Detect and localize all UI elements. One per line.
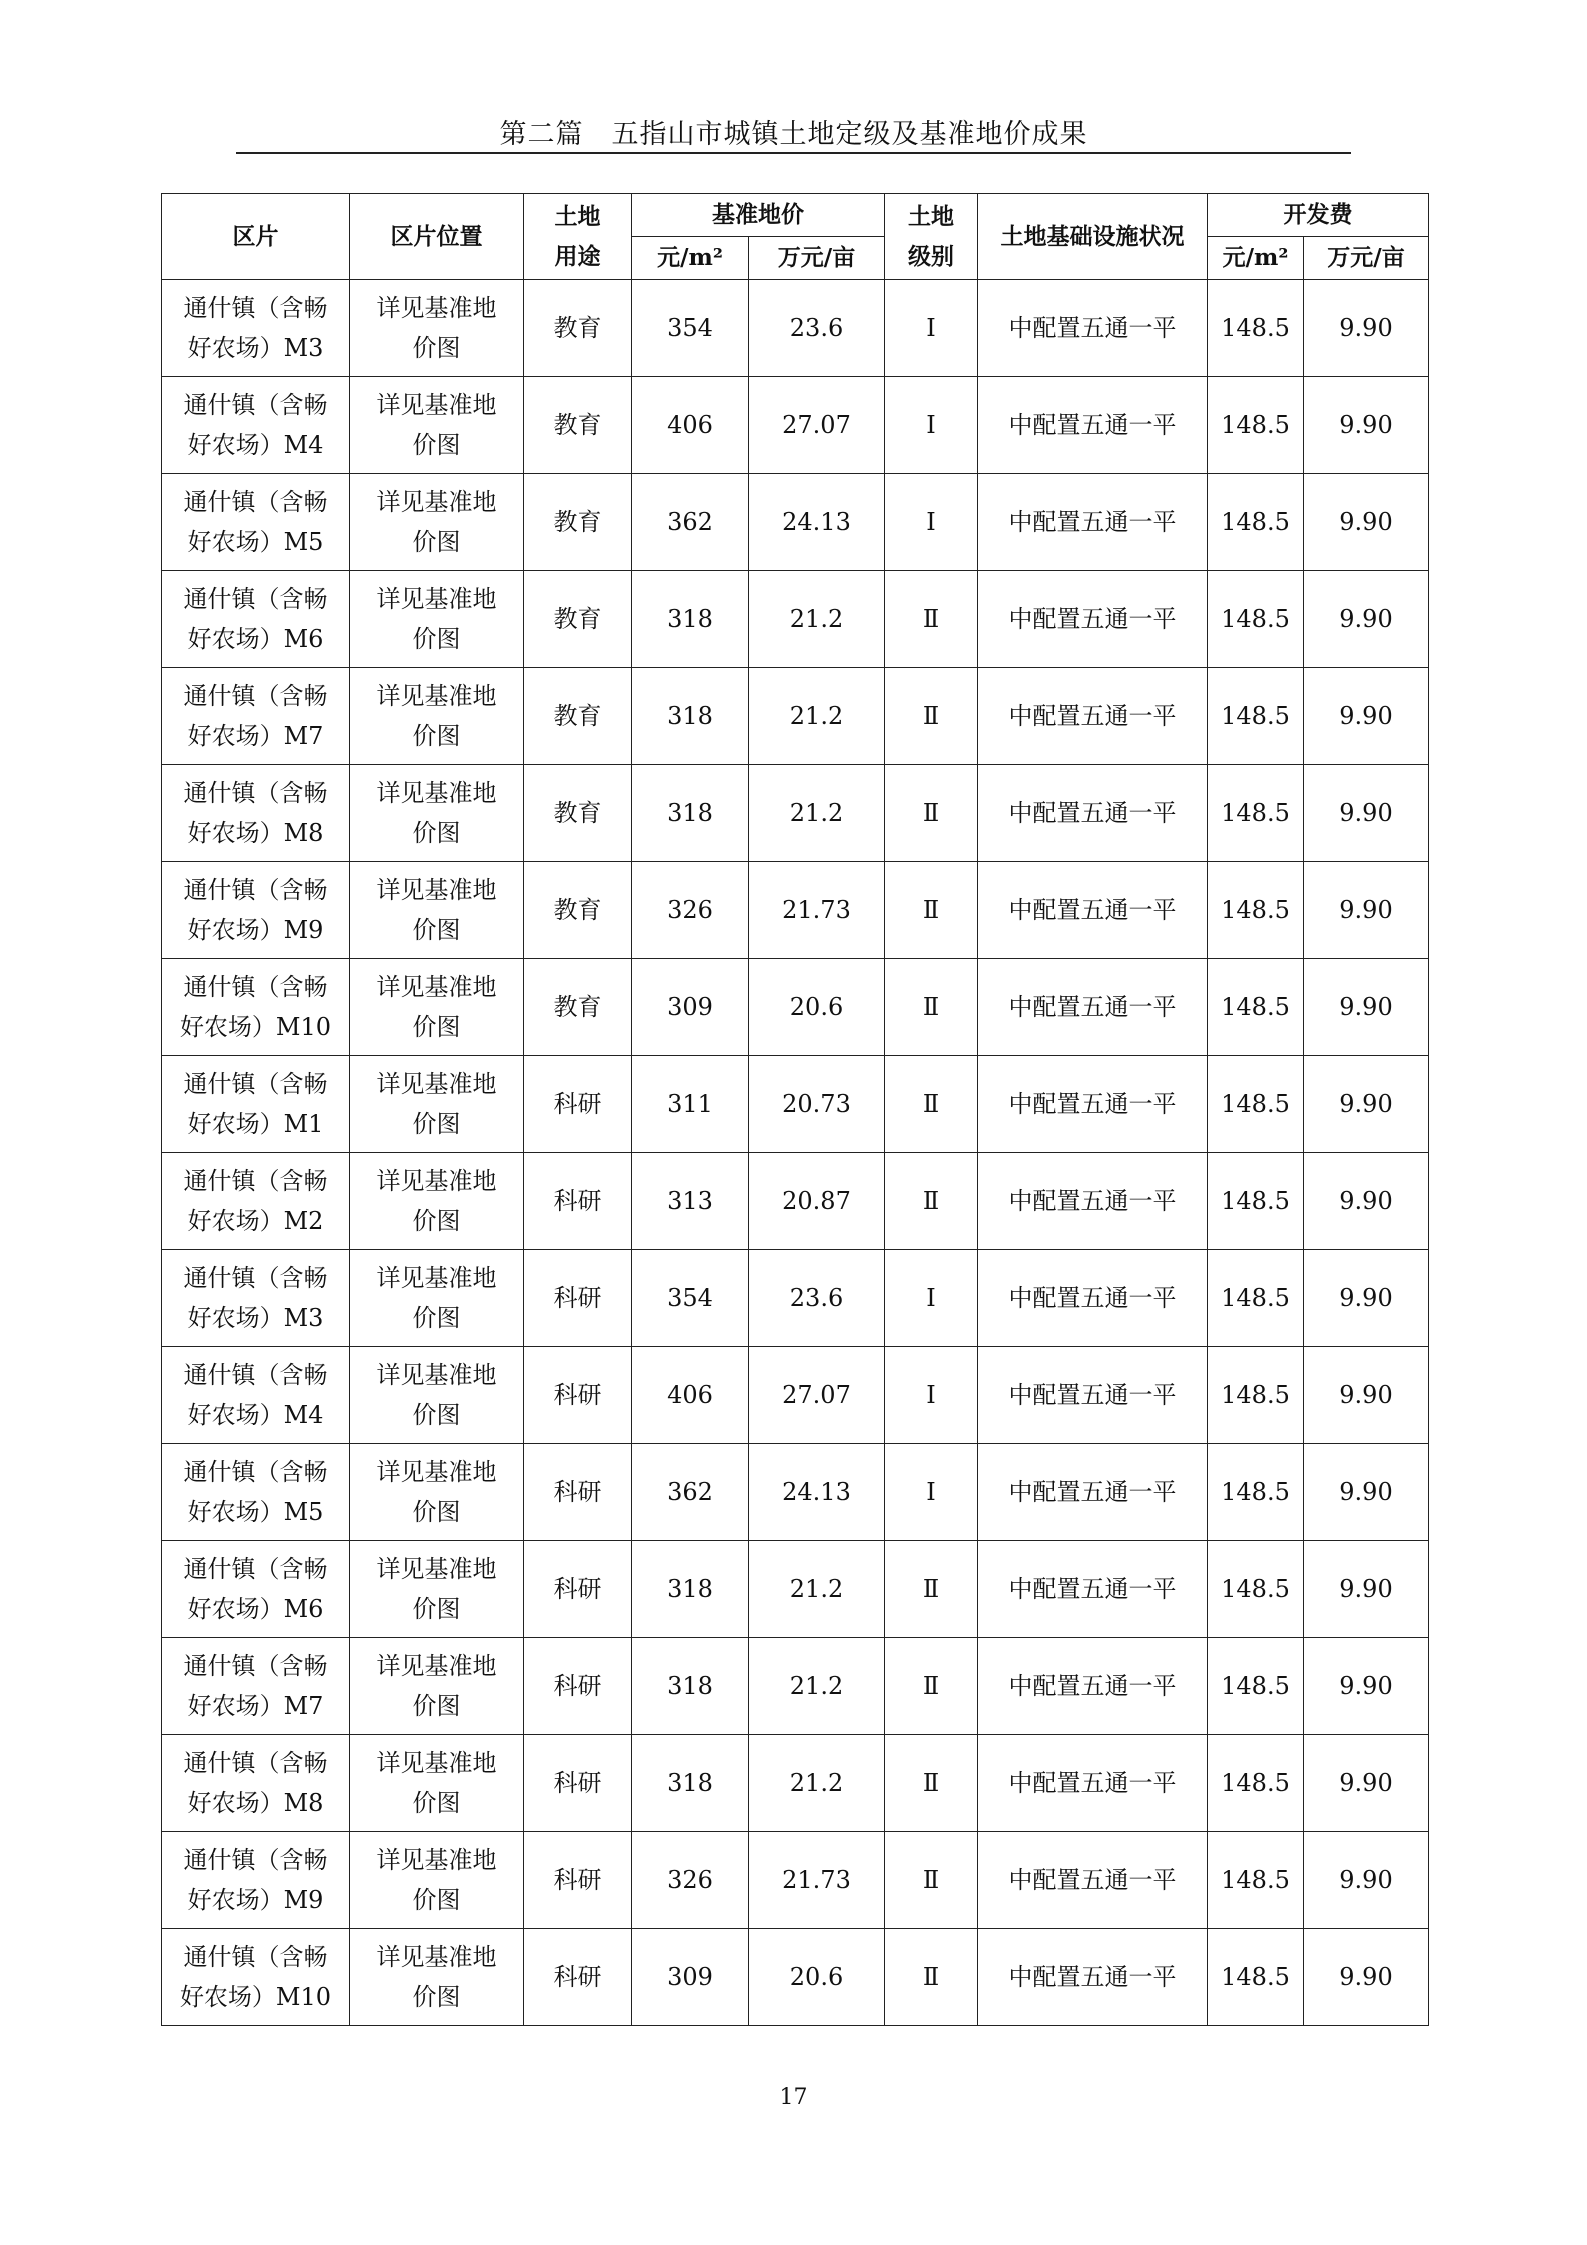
- area-line: 好农场）M4: [187, 431, 324, 459]
- location-line: 详见基准地: [376, 1070, 497, 1098]
- cell-location: [350, 1153, 524, 1250]
- cell-area: [162, 1444, 350, 1541]
- cell-price-m2: 318: [632, 1638, 749, 1735]
- location-line: 价图: [412, 625, 461, 653]
- cell-fee-m2: 148.5: [1208, 1929, 1304, 2026]
- cell-fee-m2: 148.5: [1208, 571, 1304, 668]
- cell-fee-m2: 148.5: [1208, 1735, 1304, 1832]
- area-line: 好农场）M3: [187, 1304, 324, 1332]
- cell-area: [162, 1638, 350, 1735]
- header-land-use: 土地用途: [524, 194, 632, 280]
- cell-fee-m2: 148.5: [1208, 1056, 1304, 1153]
- cell-grade: Ⅰ: [885, 377, 978, 474]
- cell-infrastructure: 中配置五通一平: [978, 571, 1208, 668]
- cell-fee-mu: 9.90: [1304, 959, 1429, 1056]
- location-line: 价图: [412, 1595, 461, 1623]
- location-line: 价图: [412, 819, 461, 847]
- cell-price-m2: 354: [632, 1250, 749, 1347]
- cell-fee-mu: 9.90: [1304, 765, 1429, 862]
- table-row: [162, 474, 1429, 571]
- location-line: 详见基准地: [376, 1846, 497, 1874]
- cell-fee-m2: 148.5: [1208, 1444, 1304, 1541]
- cell-location: [350, 1929, 524, 2026]
- location-line: 价图: [412, 916, 461, 944]
- cell-infrastructure: 中配置五通一平: [978, 668, 1208, 765]
- area-line: 好农场）M4: [187, 1401, 324, 1429]
- header-dev-fee: 开发费: [1208, 194, 1429, 237]
- area-line: 好农场）M6: [187, 625, 324, 653]
- cell-land-use: 科研: [524, 1056, 632, 1153]
- area-line: 通什镇（含畅: [183, 973, 328, 1001]
- location-line: 详见基准地: [376, 1943, 497, 1971]
- cell-price-mu: 27.07: [749, 1347, 885, 1444]
- location-line: 详见基准地: [376, 1555, 497, 1583]
- cell-grade: Ⅱ: [885, 959, 978, 1056]
- cell-price-m2: 406: [632, 377, 749, 474]
- cell-fee-m2: 148.5: [1208, 959, 1304, 1056]
- header-area: 区片: [162, 194, 350, 280]
- cell-infrastructure: 中配置五通一平: [978, 280, 1208, 377]
- cell-land-use: 教育: [524, 959, 632, 1056]
- cell-infrastructure: 中配置五通一平: [978, 1832, 1208, 1929]
- cell-area: [162, 1929, 350, 2026]
- area-line: 好农场）M10: [179, 1983, 332, 2011]
- cell-land-use: 科研: [524, 1638, 632, 1735]
- cell-land-use: 科研: [524, 1832, 632, 1929]
- cell-fee-mu: 9.90: [1304, 1153, 1429, 1250]
- cell-area: [162, 474, 350, 571]
- cell-fee-mu: 9.90: [1304, 377, 1429, 474]
- cell-location: [350, 1250, 524, 1347]
- area-line: 通什镇（含畅: [183, 1361, 328, 1389]
- location-line: 价图: [412, 1789, 461, 1817]
- header-infrastructure: 土地基础设施状况: [978, 194, 1208, 280]
- cell-fee-mu: 9.90: [1304, 1832, 1429, 1929]
- cell-price-mu: 21.2: [749, 668, 885, 765]
- cell-infrastructure: 中配置五通一平: [978, 1444, 1208, 1541]
- cell-fee-m2: 148.5: [1208, 1832, 1304, 1929]
- cell-infrastructure: 中配置五通一平: [978, 1638, 1208, 1735]
- cell-area: [162, 1735, 350, 1832]
- location-line: 价图: [412, 1207, 461, 1235]
- cell-grade: Ⅱ: [885, 1735, 978, 1832]
- cell-price-m2: 406: [632, 1347, 749, 1444]
- cell-fee-m2: 148.5: [1208, 1541, 1304, 1638]
- table-row: [162, 1541, 1429, 1638]
- area-line: 通什镇（含畅: [183, 1846, 328, 1874]
- area-line: 好农场）M9: [187, 1886, 324, 1914]
- cell-fee-m2: 148.5: [1208, 377, 1304, 474]
- location-line: 价图: [412, 1304, 461, 1332]
- cell-price-m2: 311: [632, 1056, 749, 1153]
- table-row: [162, 668, 1429, 765]
- cell-location: [350, 959, 524, 1056]
- cell-fee-m2: 148.5: [1208, 474, 1304, 571]
- cell-price-m2: 313: [632, 1153, 749, 1250]
- cell-price-m2: 362: [632, 474, 749, 571]
- location-line: 详见基准地: [376, 1264, 497, 1292]
- table-row: [162, 1250, 1429, 1347]
- cell-grade: Ⅱ: [885, 1541, 978, 1638]
- cell-land-use: 教育: [524, 668, 632, 765]
- cell-area: [162, 959, 350, 1056]
- location-line: 详见基准地: [376, 779, 497, 807]
- cell-fee-mu: 9.90: [1304, 1929, 1429, 2026]
- cell-infrastructure: 中配置五通一平: [978, 377, 1208, 474]
- cell-grade: Ⅱ: [885, 1929, 978, 2026]
- cell-fee-m2: 148.5: [1208, 280, 1304, 377]
- cell-infrastructure: 中配置五通一平: [978, 959, 1208, 1056]
- area-line: 通什镇（含畅: [183, 488, 328, 516]
- area-line: 好农场）M5: [187, 1498, 324, 1526]
- location-line: 详见基准地: [376, 294, 497, 322]
- cell-location: [350, 1541, 524, 1638]
- cell-fee-mu: 9.90: [1304, 1444, 1429, 1541]
- cell-infrastructure: 中配置五通一平: [978, 474, 1208, 571]
- table-row: [162, 280, 1429, 377]
- cell-grade: Ⅰ: [885, 1347, 978, 1444]
- table-row: [162, 1153, 1429, 1250]
- cell-fee-mu: 9.90: [1304, 1638, 1429, 1735]
- area-line: 通什镇（含畅: [183, 1458, 328, 1486]
- cell-location: [350, 1735, 524, 1832]
- area-line: 通什镇（含畅: [183, 1167, 328, 1195]
- cell-location: [350, 1638, 524, 1735]
- cell-land-use: 教育: [524, 765, 632, 862]
- cell-fee-mu: 9.90: [1304, 862, 1429, 959]
- cell-location: [350, 1444, 524, 1541]
- location-line: 价图: [412, 1013, 461, 1041]
- cell-infrastructure: 中配置五通一平: [978, 1250, 1208, 1347]
- area-line: 好农场）M5: [187, 528, 324, 556]
- cell-fee-mu: 9.90: [1304, 1735, 1429, 1832]
- header-base-price: 基准地价: [632, 194, 885, 237]
- cell-price-mu: 21.2: [749, 1638, 885, 1735]
- cell-price-mu: 21.2: [749, 571, 885, 668]
- cell-area: [162, 1541, 350, 1638]
- area-line: 通什镇（含畅: [183, 1652, 328, 1680]
- cell-area: [162, 1250, 350, 1347]
- page-header-title: 第二篇 五指山市城镇土地定级及基准地价成果: [499, 119, 1088, 150]
- table-row: [162, 765, 1429, 862]
- cell-land-use: 教育: [524, 571, 632, 668]
- location-line: 详见基准地: [376, 973, 497, 1001]
- cell-fee-m2: 148.5: [1208, 1153, 1304, 1250]
- cell-price-mu: 20.73: [749, 1056, 885, 1153]
- location-line: 价图: [412, 431, 461, 459]
- cell-fee-mu: 9.90: [1304, 668, 1429, 765]
- table-row: [162, 1735, 1429, 1832]
- area-line: 通什镇（含畅: [183, 391, 328, 419]
- area-line: 好农场）M10: [179, 1013, 332, 1041]
- cell-location: [350, 474, 524, 571]
- table-row: [162, 959, 1429, 1056]
- cell-fee-mu: 9.90: [1304, 474, 1429, 571]
- cell-location: [350, 765, 524, 862]
- cell-infrastructure: 中配置五通一平: [978, 1056, 1208, 1153]
- header-fee-unit-mu: 万元/亩: [1304, 237, 1429, 280]
- area-line: 好农场）M2: [187, 1207, 324, 1235]
- area-line: 好农场）M7: [187, 722, 324, 750]
- table-row: [162, 1832, 1429, 1929]
- location-line: 价图: [412, 1983, 461, 2011]
- area-line: 通什镇（含畅: [183, 1749, 328, 1777]
- location-line: 详见基准地: [376, 1652, 497, 1680]
- location-line: 价图: [412, 1401, 461, 1429]
- cell-price-m2: 318: [632, 571, 749, 668]
- location-line: 详见基准地: [376, 585, 497, 613]
- header-grade: 土地级别: [885, 194, 978, 280]
- cell-grade: Ⅱ: [885, 1638, 978, 1735]
- cell-land-use: 科研: [524, 1541, 632, 1638]
- area-line: 通什镇（含畅: [183, 1555, 328, 1583]
- land-price-table: [161, 193, 1429, 2026]
- table-row: [162, 862, 1429, 959]
- cell-infrastructure: 中配置五通一平: [978, 1735, 1208, 1832]
- cell-land-use: 科研: [524, 1153, 632, 1250]
- cell-grade: Ⅰ: [885, 474, 978, 571]
- location-line: 详见基准地: [376, 1749, 497, 1777]
- cell-land-use: 教育: [524, 377, 632, 474]
- cell-location: [350, 377, 524, 474]
- cell-land-use: 科研: [524, 1347, 632, 1444]
- page-number: 17: [779, 2085, 808, 2110]
- cell-area: [162, 571, 350, 668]
- cell-land-use: 科研: [524, 1735, 632, 1832]
- table-row: [162, 1638, 1429, 1735]
- cell-price-m2: 326: [632, 1832, 749, 1929]
- cell-price-m2: 318: [632, 1735, 749, 1832]
- area-line: 通什镇（含畅: [183, 1070, 328, 1098]
- location-line: 详见基准地: [376, 682, 497, 710]
- cell-area: [162, 377, 350, 474]
- table-header-row: [162, 194, 1429, 237]
- cell-location: [350, 668, 524, 765]
- cell-infrastructure: 中配置五通一平: [978, 1153, 1208, 1250]
- location-line: 详见基准地: [376, 1458, 497, 1486]
- location-line: 价图: [412, 1498, 461, 1526]
- cell-location: [350, 1832, 524, 1929]
- cell-fee-m2: 148.5: [1208, 1638, 1304, 1735]
- cell-fee-m2: 148.5: [1208, 1250, 1304, 1347]
- cell-area: [162, 1347, 350, 1444]
- cell-price-m2: 318: [632, 765, 749, 862]
- cell-grade: Ⅱ: [885, 1832, 978, 1929]
- header-price-unit-mu: 万元/亩: [749, 237, 885, 280]
- area-line: 通什镇（含畅: [183, 876, 328, 904]
- table-body: [162, 280, 1429, 2026]
- cell-grade: Ⅱ: [885, 765, 978, 862]
- cell-location: [350, 280, 524, 377]
- location-line: 详见基准地: [376, 488, 497, 516]
- cell-area: [162, 1832, 350, 1929]
- cell-price-mu: 23.6: [749, 280, 885, 377]
- area-line: 好农场）M7: [187, 1692, 324, 1720]
- cell-area: [162, 862, 350, 959]
- table-row: [162, 1056, 1429, 1153]
- cell-area: [162, 280, 350, 377]
- location-line: 价图: [412, 528, 461, 556]
- area-line: 通什镇（含畅: [183, 1943, 328, 1971]
- header-fee-unit-m2: 元/m²: [1208, 237, 1304, 280]
- cell-grade: Ⅱ: [885, 668, 978, 765]
- table-row: [162, 571, 1429, 668]
- location-line: 详见基准地: [376, 1361, 497, 1389]
- cell-price-mu: 27.07: [749, 377, 885, 474]
- cell-grade: Ⅱ: [885, 1056, 978, 1153]
- cell-price-m2: 326: [632, 862, 749, 959]
- cell-fee-mu: 9.90: [1304, 1250, 1429, 1347]
- cell-price-mu: 21.2: [749, 1541, 885, 1638]
- cell-fee-m2: 148.5: [1208, 668, 1304, 765]
- cell-grade: Ⅰ: [885, 1444, 978, 1541]
- cell-price-m2: 309: [632, 959, 749, 1056]
- location-line: 详见基准地: [376, 876, 497, 904]
- cell-price-m2: 362: [632, 1444, 749, 1541]
- location-line: 价图: [412, 1692, 461, 1720]
- cell-price-mu: 20.6: [749, 959, 885, 1056]
- location-line: 价图: [412, 1110, 461, 1138]
- cell-area: [162, 668, 350, 765]
- cell-area: [162, 1153, 350, 1250]
- cell-grade: Ⅱ: [885, 571, 978, 668]
- cell-price-m2: 309: [632, 1929, 749, 2026]
- cell-price-mu: 21.2: [749, 1735, 885, 1832]
- cell-land-use: 科研: [524, 1444, 632, 1541]
- cell-grade: Ⅰ: [885, 280, 978, 377]
- cell-fee-m2: 148.5: [1208, 862, 1304, 959]
- cell-price-mu: 23.6: [749, 1250, 885, 1347]
- cell-grade: Ⅱ: [885, 1153, 978, 1250]
- area-line: 好农场）M1: [187, 1110, 324, 1138]
- cell-price-mu: 21.73: [749, 1832, 885, 1929]
- cell-infrastructure: 中配置五通一平: [978, 1347, 1208, 1444]
- cell-price-mu: 20.6: [749, 1929, 885, 2026]
- area-line: 好农场）M8: [187, 1789, 324, 1817]
- area-line: 通什镇（含畅: [183, 294, 328, 322]
- location-line: 价图: [412, 1886, 461, 1914]
- cell-location: [350, 1056, 524, 1153]
- cell-fee-mu: 9.90: [1304, 280, 1429, 377]
- cell-land-use: 教育: [524, 474, 632, 571]
- cell-price-mu: 21.2: [749, 765, 885, 862]
- header-price-unit-m2: 元/m²: [632, 237, 749, 280]
- cell-fee-mu: 9.90: [1304, 1541, 1429, 1638]
- cell-fee-mu: 9.90: [1304, 1347, 1429, 1444]
- cell-area: [162, 1056, 350, 1153]
- cell-price-mu: 24.13: [749, 1444, 885, 1541]
- table-row: [162, 1444, 1429, 1541]
- area-line: 好农场）M3: [187, 334, 324, 362]
- area-line: 好农场）M9: [187, 916, 324, 944]
- cell-price-mu: 21.73: [749, 862, 885, 959]
- cell-price-mu: 24.13: [749, 474, 885, 571]
- area-line: 好农场）M6: [187, 1595, 324, 1623]
- header-location: 区片位置: [350, 194, 524, 280]
- cell-land-use: 科研: [524, 1929, 632, 2026]
- cell-land-use: 教育: [524, 280, 632, 377]
- cell-location: [350, 862, 524, 959]
- table-row: [162, 1929, 1429, 2026]
- cell-grade: Ⅰ: [885, 1250, 978, 1347]
- cell-infrastructure: 中配置五通一平: [978, 1541, 1208, 1638]
- cell-location: [350, 1347, 524, 1444]
- area-line: 通什镇（含畅: [183, 585, 328, 613]
- table-row: [162, 377, 1429, 474]
- cell-area: [162, 765, 350, 862]
- cell-price-mu: 20.87: [749, 1153, 885, 1250]
- table-row: [162, 1347, 1429, 1444]
- area-line: 好农场）M8: [187, 819, 324, 847]
- location-line: 详见基准地: [376, 1167, 497, 1195]
- cell-price-m2: 354: [632, 280, 749, 377]
- area-line: 通什镇（含畅: [183, 1264, 328, 1292]
- cell-infrastructure: 中配置五通一平: [978, 1929, 1208, 2026]
- cell-price-m2: 318: [632, 668, 749, 765]
- area-line: 通什镇（含畅: [183, 682, 328, 710]
- cell-fee-m2: 148.5: [1208, 765, 1304, 862]
- cell-land-use: 教育: [524, 862, 632, 959]
- cell-infrastructure: 中配置五通一平: [978, 862, 1208, 959]
- cell-grade: Ⅱ: [885, 862, 978, 959]
- cell-location: [350, 571, 524, 668]
- cell-fee-m2: 148.5: [1208, 1347, 1304, 1444]
- cell-fee-mu: 9.90: [1304, 1056, 1429, 1153]
- cell-price-m2: 318: [632, 1541, 749, 1638]
- cell-infrastructure: 中配置五通一平: [978, 765, 1208, 862]
- cell-fee-mu: 9.90: [1304, 571, 1429, 668]
- cell-land-use: 科研: [524, 1250, 632, 1347]
- area-line: 通什镇（含畅: [183, 779, 328, 807]
- header-rule: [236, 152, 1351, 154]
- location-line: 详见基准地: [376, 391, 497, 419]
- location-line: 价图: [412, 334, 461, 362]
- location-line: 价图: [412, 722, 461, 750]
